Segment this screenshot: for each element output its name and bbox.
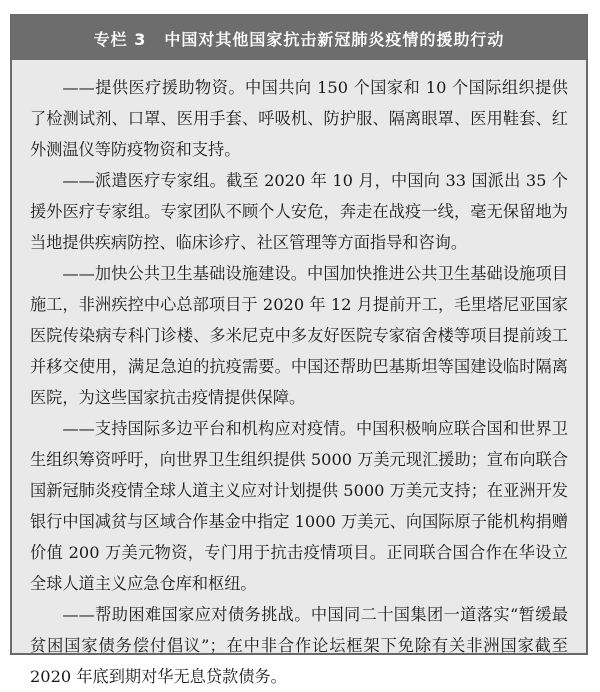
paragraph-medical-teams: ——派遣医疗专家组。截至 2020 年 10 月，中国向 33 国派出 35 个援外医疗专家组。专家团队不顾个人安危，奔走在战疫一线，毫无保留地为当地提供疾病防控、临床诊疗、社区管理等方面指导和咨询。	[30, 171, 568, 252]
box-label: 专栏 3	[93, 29, 147, 49]
paragraph-medical-supplies: ——提供医疗援助物资。中国共向 150 个国家和 10 个国际组织提供了检测试剂、口罩、医用手套、呼吸机、防护服、隔离眼罩、医用鞋套、红外测温仪等防疫物资和支持。	[30, 78, 568, 159]
paragraph-multilateral-support: ——支持国际多边平台和机构应对疫情。中国积极响应联合国和世界卫生组织筹资呼吁，向世界卫生组织提供 5000 万美元现汇援助；宣布向联合国新冠肺炎疫情全球人道主义应对计划提供 5000 万美元支持；在亚洲开发银行中国减贫与区域合作基金中指定 1000 万美元、向国际原子能机构捐赠价值 200 万美元物资，专门用于抗击疫情项目。正同联合国合作在华设立全球人道主义应急仓库和枢纽。	[30, 419, 568, 593]
paragraph-debt-relief: ——帮助困难国家应对债务挑战。中国同二十国集团一道落实“暂缓最贫困国家债务偿付倡议”；在中非合作论坛框架下免除有关非洲国家截至 2020 年底到期对华无息贷款债务。	[30, 605, 568, 686]
box-body	[12, 60, 586, 692]
box-header	[12, 16, 586, 60]
sidebar-box	[10, 14, 588, 686]
box-title: 中国对其他国家抗击新冠肺炎疫情的援助行动	[164, 29, 505, 49]
paragraph-infrastructure: ——加快公共卫生基础设施建设。中国加快推进公共卫生基础设施项目施工，非洲疾控中心总部项目于 2020 年 12 月提前开工，毛里塔尼亚国家医院传染病专科门诊楼、多米尼克中多友好医院专家宿舍楼等项目提前竣工并移交使用，满足急迫的抗疫需要。中国还帮助巴基斯坦等国建设临时隔离医院，为这些国家抗击疫情提供保障。	[30, 264, 568, 407]
